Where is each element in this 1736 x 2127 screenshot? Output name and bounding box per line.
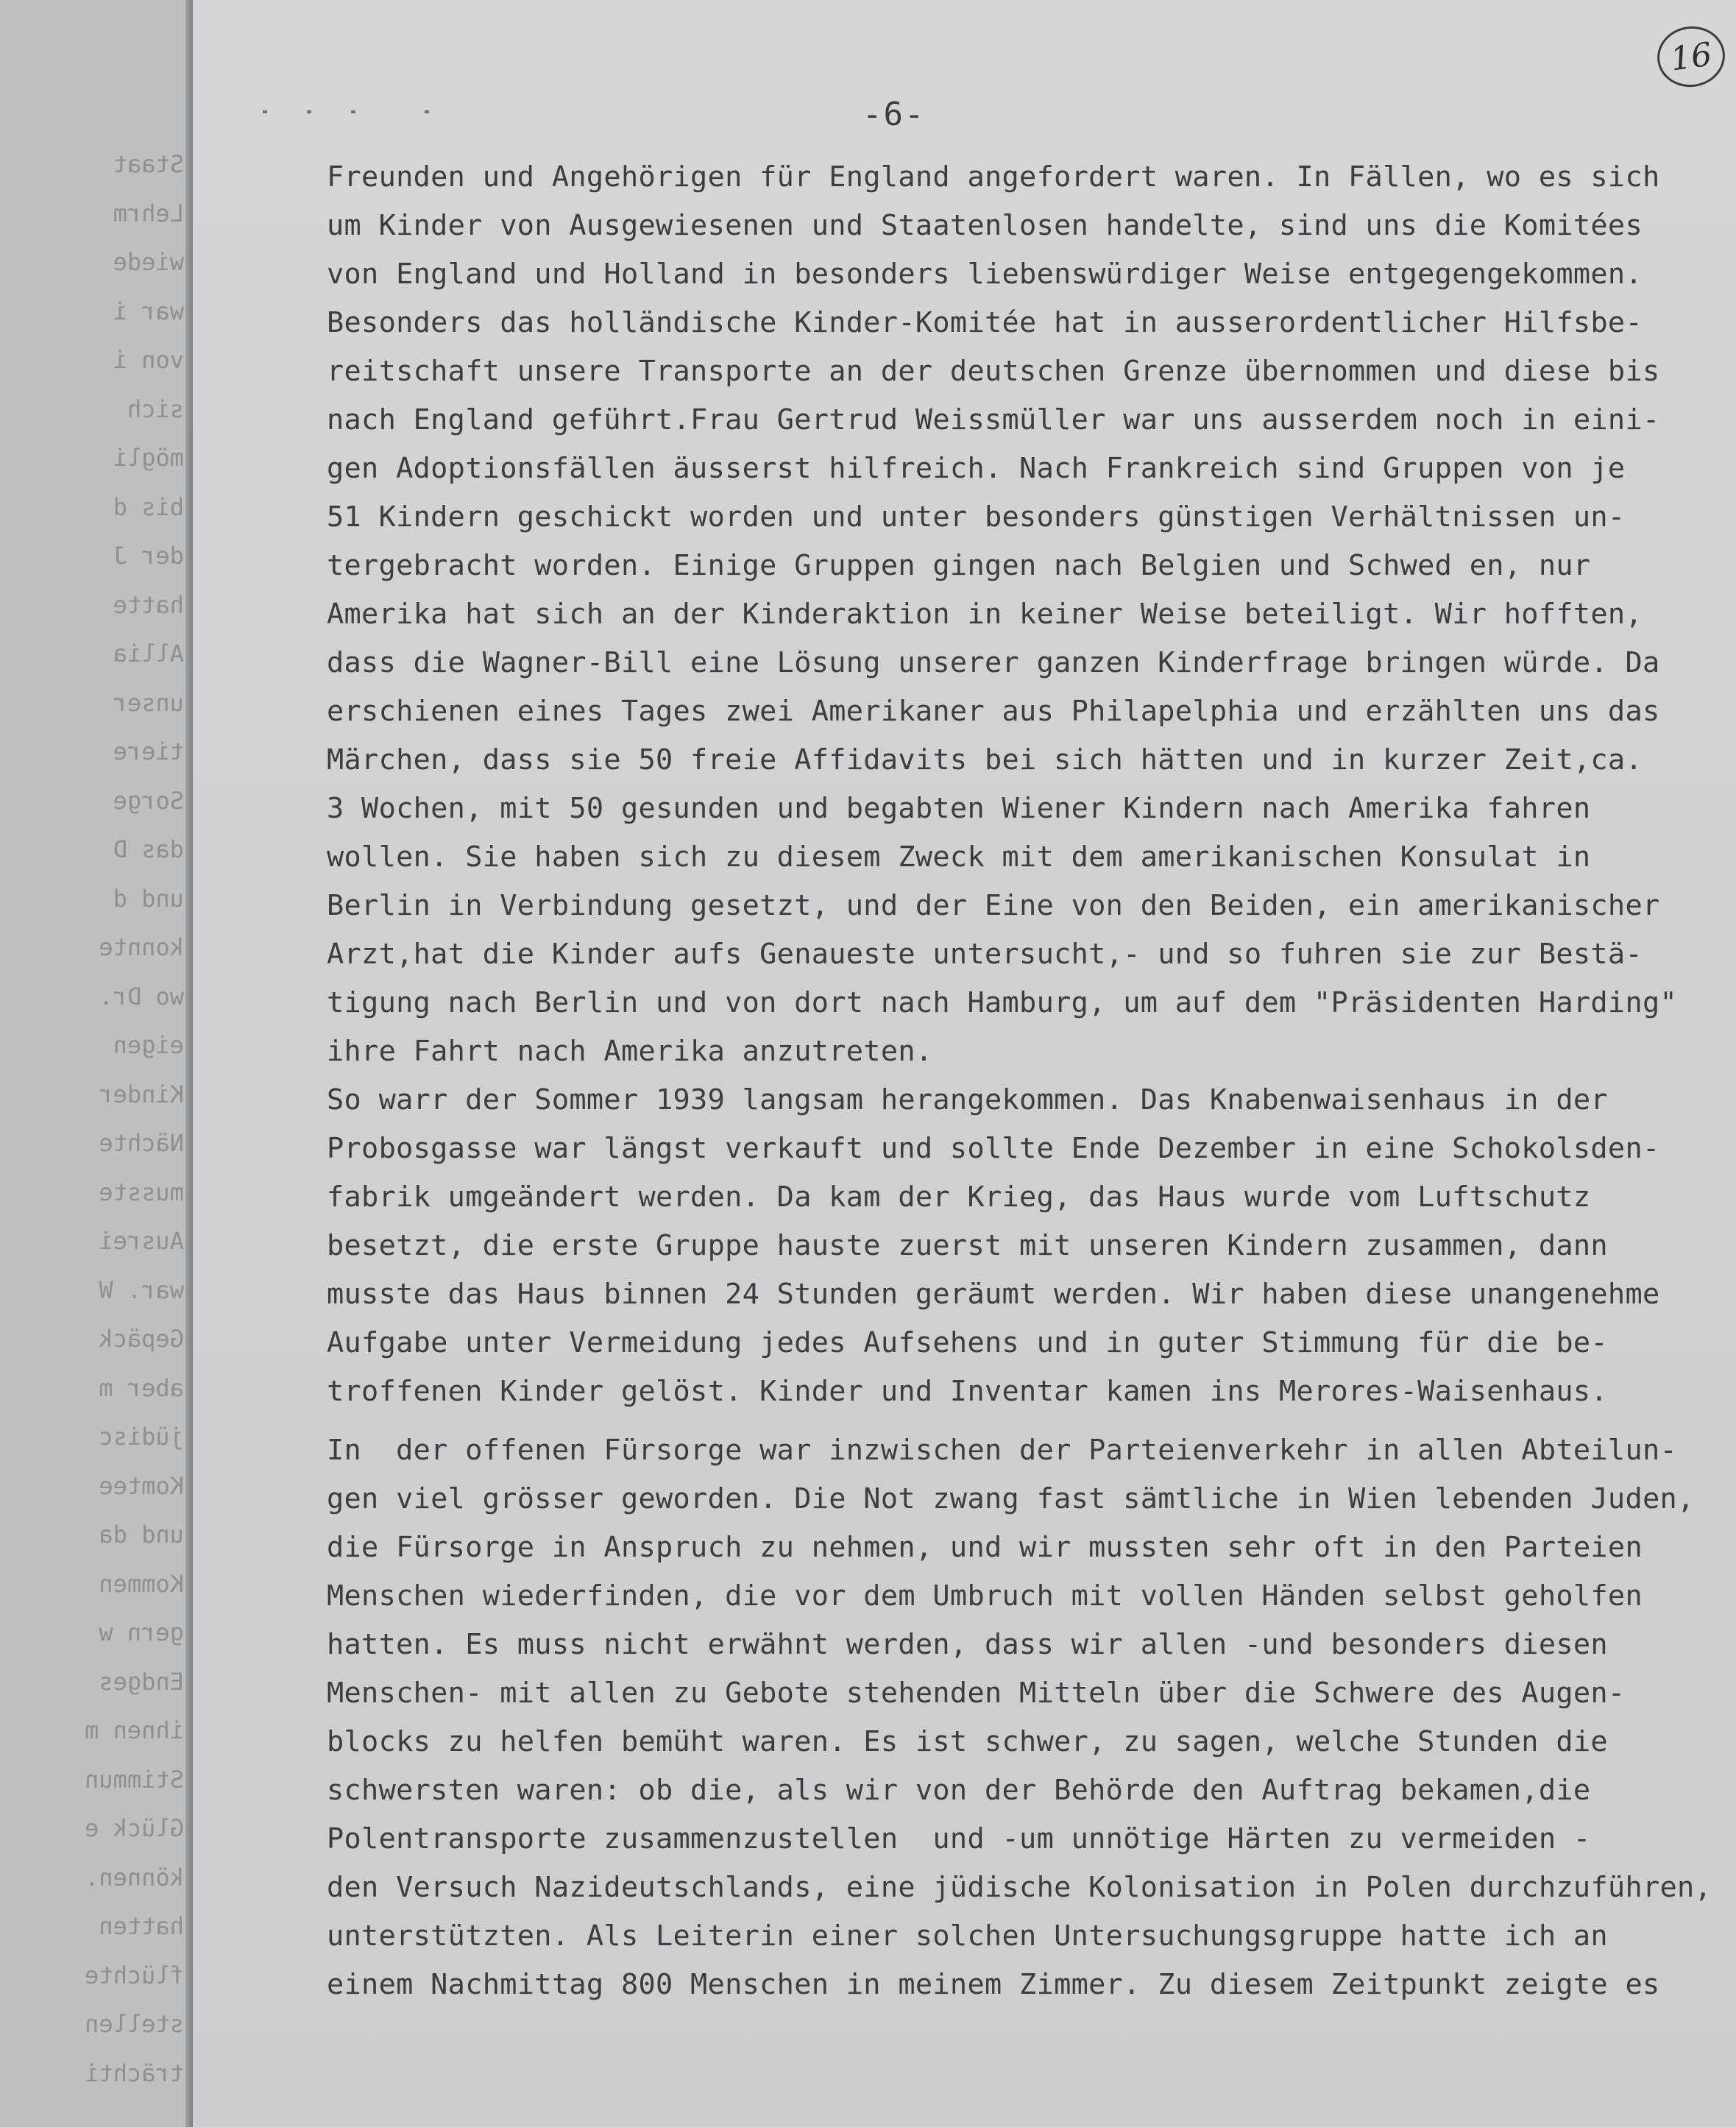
- text-line: Berlin in Verbindung gesetzt, und der Eine von den Beiden, ein amerikanischer: [327, 889, 1660, 922]
- margin-ticks: [263, 110, 483, 125]
- bleed-through-text: [0, 140, 184, 2098]
- mirror-fragment: Endges: [99, 1667, 184, 1696]
- mirror-fragment: Stimmun: [85, 1765, 184, 1794]
- text-line: wollen. Sie haben sich zu diesem Zweck mit dem amerikanischen Konsulat in: [327, 840, 1591, 874]
- mirror-fragment: flüchte: [85, 1961, 184, 1989]
- paragraph: [327, 153, 1710, 1076]
- stamp-number: 16: [1668, 35, 1715, 79]
- mirror-fragment: musste: [99, 1178, 184, 1206]
- text-line: unterstützten. Als Leiterin einer solchen Untersuchungsgruppe hatte ich an: [327, 1919, 1608, 1953]
- mirror-fragment: das D: [113, 835, 184, 863]
- text-line: troffenen Kinder gelöst. Kinder und Inventar kamen ins Merores-Waisenhaus.: [327, 1375, 1608, 1408]
- mirror-fragment: eigen: [113, 1031, 184, 1059]
- text-line: In der offenen Fürsorge war inzwischen der Parteienverkehr in allen Abteilun-: [327, 1434, 1678, 1467]
- mirror-fragment: tiere: [113, 737, 184, 765]
- mirror-fragment: hatten: [99, 1912, 184, 1940]
- text-line: tigung nach Berlin und von dort nach Hamburg, um auf dem "Präsidenten Harding": [327, 986, 1678, 1019]
- mirror-fragment: war i: [113, 297, 184, 325]
- text-line: besetzt, die erste Gruppe hauste zuerst mit unseren Kindern zusammen, dann: [327, 1229, 1608, 1262]
- mirror-fragment: Staat: [113, 150, 184, 178]
- mirror-fragment: und da: [99, 1521, 184, 1549]
- mirror-fragment: und d: [113, 884, 184, 913]
- text-line: Freunden und Angehörigen für England angefordert waren. In Fällen, wo es sich: [327, 160, 1660, 194]
- text-line: gen Adoptionsfällen äusserst hilfreich. Nach Frankreich sind Gruppen von je: [327, 452, 1626, 485]
- text-line: Probosgasse war längst verkauft und sollte Ende Dezember in eine Schokolsden-: [327, 1132, 1660, 1165]
- mirror-fragment: sich: [127, 394, 184, 423]
- mirror-fragment: jüdisc: [99, 1423, 184, 1451]
- mirror-fragment: wiede: [113, 248, 184, 276]
- mirror-fragment: können.: [85, 1863, 184, 1891]
- text-line: ihre Fahrt nach Amerika anzutreten.: [327, 1035, 933, 1068]
- paragraph: [327, 1076, 1710, 1416]
- text-line: Arzt,hat die Kinder aufs Genaueste untersucht,- und so fuhren sie zur Bestä-: [327, 938, 1643, 971]
- mirror-fragment: Ausrei: [99, 1227, 184, 1255]
- text-line: musste das Haus binnen 24 Stunden geräumt werden. Wir haben diese unangenehme: [327, 1278, 1660, 1311]
- text-line: So warr der Sommer 1939 langsam herangekommen. Das Knabenwaisenhaus in der: [327, 1083, 1608, 1116]
- text-line: Amerika hat sich an der Kinderaktion in keiner Weise beteiligt. Wir hofften,: [327, 598, 1643, 631]
- text-line: gen viel grösser geworden. Die Not zwang fast sämtliche in Wien lebenden Juden,: [327, 1482, 1695, 1515]
- mirror-fragment: aber m: [99, 1373, 184, 1402]
- mirror-fragment: bis d: [113, 492, 184, 521]
- mirror-fragment: Lehrm: [113, 199, 184, 227]
- paragraph-gap: [327, 1416, 1710, 1426]
- text-line: einem Nachmittag 800 Menschen in meinem Zimmer. Zu diesem Zeitpunkt zeigte es: [327, 1968, 1660, 2001]
- text-line: schwersten waren: ob die, als wir von der Behörde den Auftrag bekamen,die: [327, 1774, 1591, 1807]
- text-line: von England und Holland in besonders liebenswürdiger Weise entgegengekommen.: [327, 258, 1643, 291]
- mirror-fragment: wo Dr.: [99, 982, 184, 1011]
- mirror-fragment: von i: [113, 346, 184, 374]
- mirror-fragment: ihnen m: [85, 1716, 184, 1744]
- mirror-fragment: unser: [113, 688, 184, 717]
- mirror-fragment: Kinder: [99, 1080, 184, 1108]
- text-line: hatten. Es muss nicht erwähnt werden, dass wir allen -und besonders diesen: [327, 1628, 1608, 1661]
- page-number: -6-: [862, 96, 926, 133]
- mirror-fragment: Gepäck: [99, 1325, 184, 1353]
- text-line: die Fürsorge in Anspruch zu nehmen, und wir mussten sehr oft in den Parteien: [327, 1531, 1643, 1564]
- text-line: Menschen- mit allen zu Gebote stehenden Mitteln über die Schwere des Augen-: [327, 1677, 1626, 1710]
- mirror-fragment: Glück e: [85, 1814, 184, 1842]
- text-line: Menschen wiederfinden, die vor dem Umbruch mit vollen Händen selbst geholfen: [327, 1579, 1643, 1613]
- mirror-fragment: war. W: [99, 1275, 184, 1304]
- text-line: um Kinder von Ausgewiesenen und Staatenlosen handelte, sind uns die Komitées: [327, 209, 1643, 242]
- text-line: fabrik umgeändert werden. Da kam der Krieg, das Haus wurde vom Luftschutz: [327, 1181, 1591, 1214]
- mirror-fragment: mögli: [113, 444, 184, 472]
- typewritten-page: [193, 0, 1736, 2127]
- text-line: Polentransporte zusammenzustellen und -um unnötige Härten zu vermeiden -: [327, 1822, 1591, 1855]
- mirror-fragment: konnte: [99, 933, 184, 961]
- text-line: nach England geführt.Frau Gertrud Weissmüller war uns ausserdem noch in eini-: [327, 403, 1660, 436]
- page-edge-shadow: [185, 0, 193, 2127]
- mirror-fragment: gern w: [99, 1618, 184, 1646]
- mirror-fragment: der J: [113, 542, 184, 570]
- text-line: tergebracht worden. Einige Gruppen gingen nach Belgien und Schwed en, nur: [327, 549, 1591, 582]
- page-stamp: [1654, 22, 1729, 91]
- mirror-fragment: Sorge: [113, 786, 184, 815]
- text-line: reitschaft unsere Transporte an der deutschen Grenze übernommen und diese bis: [327, 355, 1660, 388]
- mirror-fragment: Komtee: [99, 1471, 184, 1500]
- mirror-fragment: Allia: [113, 640, 184, 668]
- mirror-fragment: stellen: [85, 2010, 184, 2038]
- text-line: Märchen, dass sie 50 freie Affidavits bei sich hätten und in kurzer Zeit,ca.: [327, 743, 1643, 776]
- paragraph: [327, 1426, 1710, 2009]
- text-line: den Versuch Nazideutschlands, eine jüdische Kolonisation in Polen durchzuführen,: [327, 1871, 1712, 1904]
- text-line: dass die Wagner-Bill eine Lösung unserer ganzen Kinderfrage bringen würde. Da: [327, 646, 1660, 679]
- text-line: blocks zu helfen bemüht waren. Es ist schwer, zu sagen, welche Stunden die: [327, 1725, 1608, 1758]
- adjacent-page-strip: [0, 0, 193, 2127]
- mirror-fragment: trächti: [85, 2059, 184, 2087]
- text-line: erschienen eines Tages zwei Amerikaner aus Philapelphia und erzählten uns das: [327, 695, 1660, 728]
- text-line: Besonders das holländische Kinder-Komitée hat in ausserordentlicher Hilfsbe-: [327, 306, 1643, 339]
- text-line: 51 Kindern geschickt worden und unter besonders günstigen Verhältnissen un-: [327, 500, 1626, 534]
- mirror-fragment: Nächte: [99, 1129, 184, 1157]
- text-line: Aufgabe unter Vermeidung jedes Aufsehens und in guter Stimmung für die be-: [327, 1326, 1608, 1359]
- body-text: [327, 153, 1710, 2009]
- mirror-fragment: hatte: [113, 590, 184, 619]
- text-line: 3 Wochen, mit 50 gesunden und begabten Wiener Kindern nach Amerika fahren: [327, 792, 1591, 825]
- mirror-fragment: Kommen: [99, 1569, 184, 1598]
